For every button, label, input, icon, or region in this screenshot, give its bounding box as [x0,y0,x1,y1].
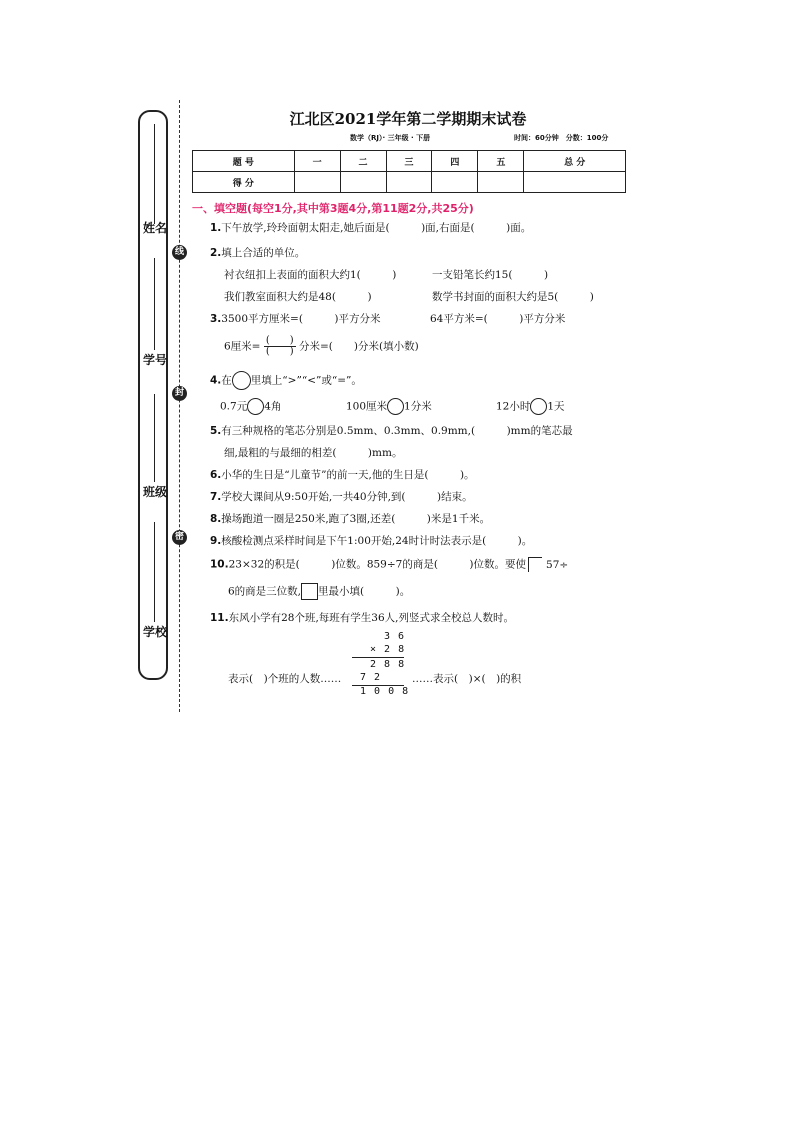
class-line [154,394,155,482]
compare-left: 12小时 [496,400,531,413]
score-table-header-row [193,151,626,172]
name-line [154,124,155,224]
question-text: 6厘米= [224,340,261,353]
question-text: 里填上“>”“<”或“=”。 [250,374,362,387]
question-number: 5. [210,425,222,437]
score-table-cell: 总 分 [524,151,626,172]
name-label: 姓名 [142,221,167,235]
question-text: 小华的生日是“儿童节”的前一天,他的生日是( )。 [221,469,475,481]
question-2-c: 我们教室面积大约是48( ) [224,291,372,303]
fraction-denominator: ( ) [265,346,294,357]
score-entry-cell[interactable] [432,172,478,193]
question-5-b: 细,最粗的与最细的相差( )mm。 [224,447,403,459]
question-text: 下午放学,玲玲面朝太阳走,她后面是( )面,右面是( )面。 [221,222,532,234]
score-table-cell: 得 分 [193,172,295,193]
compare-circle-blank[interactable] [247,398,264,415]
question-text: 6的商是三位数, [228,585,302,598]
subject-info: 数学（RJ）· 三年级 · 下册 [350,134,431,142]
question-3-c [224,336,419,357]
question-number: 8. [210,513,222,525]
question-number: 2. [210,247,222,259]
time-score-info: 时间：60分钟 分数：100分 [514,134,609,142]
compare-circle-blank[interactable] [387,398,404,415]
calc-partial-2: 7 2 [360,672,382,683]
compare-circle-icon [232,371,251,390]
compare-left: 0.7元 [220,400,248,413]
question-7 [210,490,473,504]
question-2-a: 衬衣纽扣上表面的面积大约1( ) [224,269,397,281]
question-number: 9. [210,535,222,547]
exam-title: 江北区2021学年第二学期期末试卷 [289,110,527,128]
question-text: 操场跑道一圈是250米,跑了3圈,还差( )米是1千米。 [221,513,491,525]
question-3 [210,312,381,326]
fraction-numerator: ( ) [265,335,294,346]
question-number: 7. [210,491,222,503]
question-number: 1. [210,222,222,234]
class-label: 班级 [142,485,167,499]
compare-circle-blank[interactable] [530,398,547,415]
score-entry-cell[interactable] [478,172,524,193]
number-line [154,258,155,350]
question-number: 10. [210,558,229,571]
question-text: 在 [221,374,232,387]
calc-multiplicand: 3 6 [384,631,406,642]
question-text: 分米=( )分米(填小数) [298,340,419,353]
score-table-cell: 题 号 [193,151,295,172]
cut-line [179,100,180,712]
fraction-blank[interactable] [264,336,296,357]
score-entry-cell[interactable] [294,172,340,193]
question-text: 学校大课间从9:50开始,一共40分钟,到( )结束。 [221,491,473,503]
cut-mark-xian: 线 [172,245,187,260]
question-2-d: 数学书封面的面积大约是5( ) [432,291,594,303]
number-label: 学号 [142,353,167,367]
compare-right: 1天 [547,400,565,413]
question-3-b: 64平方米=( )平方分米 [430,313,566,325]
question-text: 3500平方厘米=( )平方分米 [221,313,381,325]
calc-multiplier: × 2 8 [370,644,406,655]
question-2-b: 一支铅笔长约15( ) [432,269,549,281]
binding-strip [138,110,168,680]
question-10 [210,557,568,572]
question-text: 有三种规格的笔芯分别是0.5mm、0.3mm、0.9mm,( )mm的笔芯最 [221,425,573,437]
cut-mark-mi: 密 [172,530,187,545]
question-11-left: 表示( )个班的人数…… [228,673,342,685]
compare-right: 4角 [264,400,282,413]
score-table-cell: 五 [478,151,524,172]
score-table-score-row [193,172,626,193]
question-text: 东风小学有28个班,每班有学生36人,列竖式求全校总人数时。 [228,612,515,624]
score-entry-cell[interactable] [340,172,386,193]
score-table [192,150,626,193]
calc-total: 1 0 0 8 [360,686,410,697]
question-8 [210,512,490,526]
question-6 [210,468,475,482]
question-number: 6. [210,469,222,481]
school-line [154,522,155,622]
question-number: 3. [210,313,222,325]
question-2 [210,246,305,260]
question-number: 4. [210,374,222,387]
section-title: 一、填空题(每空1分,其中第3题4分,第11题2分,共25分) [192,202,474,215]
calc-rule [352,657,404,658]
question-text: 57÷ [546,558,569,571]
score-table-cell: 一 [294,151,340,172]
question-9 [210,534,532,548]
score-entry-cell[interactable] [524,172,626,193]
compare-left: 100厘米 [346,400,388,413]
question-5 [210,424,573,438]
school-label: 学校 [142,625,167,639]
question-1 [210,221,531,235]
cut-mark-feng: 封 [172,386,187,401]
question-10-b [228,583,410,600]
calc-partial-1: 2 8 8 [370,659,406,670]
question-text: 23×32的积是( )位数。859÷7的商是( )位数。要使 [228,558,527,571]
score-table-cell: 三 [386,151,432,172]
compare-right: 1分米 [404,400,432,413]
question-4-b [346,398,432,415]
question-text: 核酸检测点采样时间是下午1:00开始,24时计时法表示是( )。 [221,535,533,547]
question-number: 11. [210,612,229,624]
question-4-a [220,398,281,415]
question-text: 填上合适的单位。 [221,247,306,259]
score-entry-cell[interactable] [386,172,432,193]
division-bracket-icon [528,557,542,572]
question-4 [210,371,362,390]
question-11 [210,611,514,625]
digit-square-blank[interactable] [301,583,318,600]
score-table-cell: 二 [340,151,386,172]
question-11-right: ……表示( )×( )的积 [412,673,522,685]
question-text: 里最小填( )。 [318,585,411,598]
score-table-cell: 四 [432,151,478,172]
question-4-c [496,398,565,415]
